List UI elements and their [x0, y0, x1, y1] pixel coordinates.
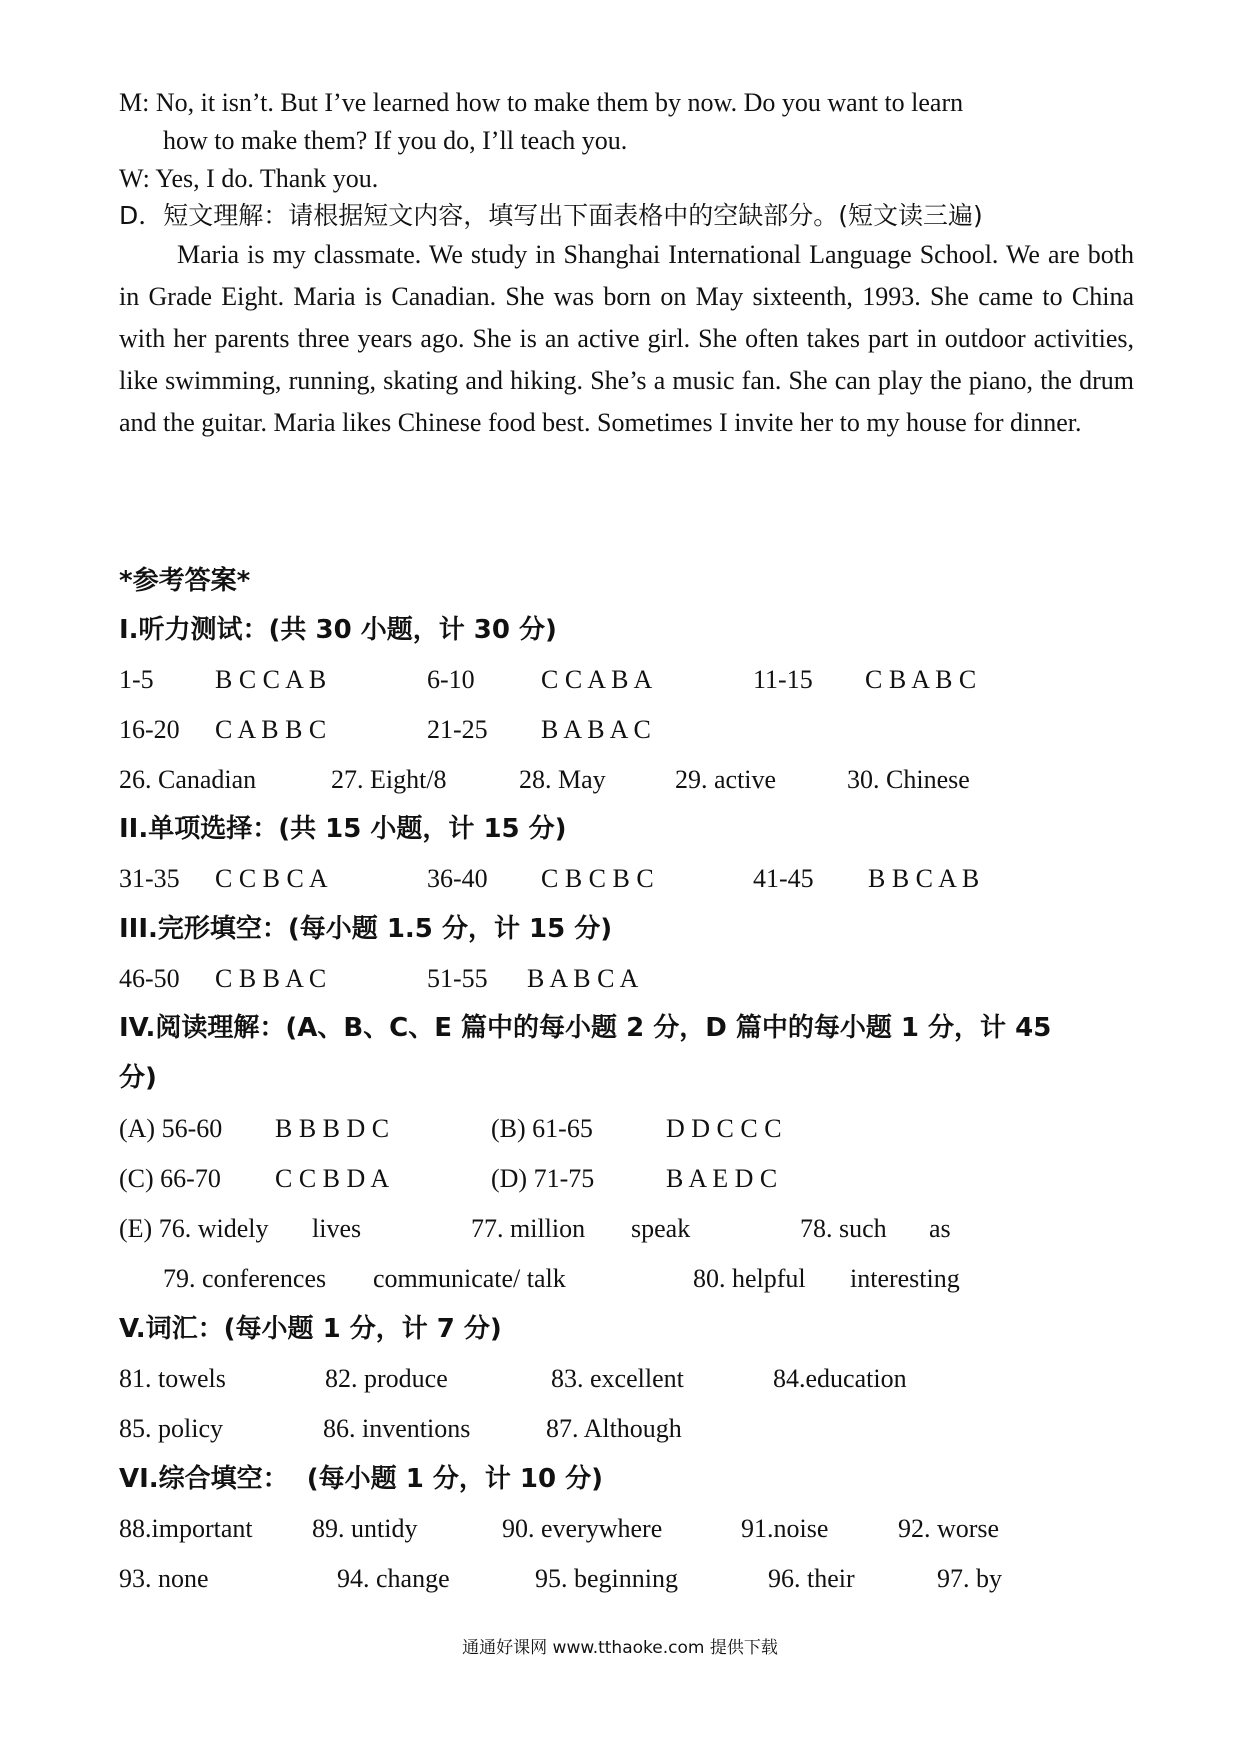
- dialogue-line-2: how to make them? If you do, I’ll teach you.: [163, 126, 628, 155]
- answer-range: 11-15: [753, 665, 813, 694]
- answer-item: 80. helpful: [693, 1264, 806, 1293]
- answer-row: [119, 866, 1129, 896]
- answer-letters: C B C B C: [541, 864, 654, 893]
- answer-item: 90. everywhere: [502, 1514, 663, 1543]
- passage-text: Maria is my classmate. We study in Shanghai International Language School. We are both in Grade Eight. Maria is Canadian. She was born on May sixteenth, 1993. She came to China with her parents three years ago. She is an active girl. She often takes part in outdoor activities, like swimming, running, skating and hiking. She’s a music fan. She can play the piano, the drum and the guitar. Maria likes Chinese food best. Sometimes I invite her to my house for dinner.: [119, 240, 1134, 437]
- answer-item: 94. change: [337, 1564, 450, 1593]
- answers-title: *参考答案*: [119, 566, 251, 596]
- section-1-title: I.听力测试：(共 30 小题，计 30 分): [119, 615, 557, 645]
- answer-row: [119, 1516, 1129, 1546]
- answer-range: (D) 71-75: [491, 1164, 595, 1193]
- answer-row: [119, 966, 1129, 996]
- answer-range: (B) 61-65: [491, 1114, 593, 1143]
- answer-letters: B B C A B: [868, 864, 980, 893]
- answer-item: 77. million: [471, 1214, 586, 1243]
- answer-letters: B A E D C: [666, 1164, 778, 1193]
- answer-range: (C) 66-70: [119, 1164, 221, 1193]
- dialogue-line-3: W: Yes, I do. Thank you.: [119, 164, 379, 193]
- section-4-title: IV.阅读理解：(A、B、C、E 篇中的每小题 2 分，D 篇中的每小题 1 分，计 45: [119, 1013, 1052, 1043]
- answer-row: [119, 1116, 1129, 1146]
- answer-row: [119, 667, 1129, 697]
- answer-item: (E) 76. widely: [119, 1214, 269, 1243]
- answer-item: 87. Although: [546, 1414, 682, 1443]
- answer-range: 41-45: [753, 864, 814, 893]
- answer-range: (A) 56-60: [119, 1114, 223, 1143]
- answer-item: 30. Chinese: [847, 765, 970, 794]
- answer-letters: B C C A B: [215, 665, 327, 694]
- answer-letters: C B A B C: [865, 665, 977, 694]
- answer-item: 85. policy: [119, 1414, 223, 1443]
- answer-letters: C C B D A: [275, 1164, 390, 1193]
- answer-item: 92. worse: [898, 1514, 1000, 1543]
- answer-range: 36-40: [427, 864, 488, 893]
- answer-item: 78. such: [800, 1214, 887, 1243]
- answer-item: 79. conferences: [163, 1264, 327, 1293]
- section-3-title: III.完形填空：(每小题 1.5 分，计 15 分): [119, 914, 613, 944]
- answer-row: [119, 1366, 1129, 1396]
- answer-item: 89. untidy: [312, 1514, 418, 1543]
- answer-item: 88.important: [119, 1514, 253, 1543]
- answer-item: 93. none: [119, 1564, 209, 1593]
- answer-item: 28. May: [519, 765, 606, 794]
- answer-item: 86. inventions: [323, 1414, 471, 1443]
- answer-item: interesting: [850, 1264, 960, 1293]
- answer-item: 91.noise: [741, 1514, 829, 1543]
- answer-item: 83. excellent: [551, 1364, 684, 1393]
- answer-item: 96. their: [768, 1564, 855, 1593]
- answer-row: [119, 717, 1129, 747]
- answer-range: 21-25: [427, 715, 488, 744]
- answer-item: 29. active: [675, 765, 777, 794]
- answer-item: as: [929, 1214, 951, 1243]
- answer-letters: C C B C A: [215, 864, 328, 893]
- answer-item: 95. beginning: [535, 1564, 678, 1593]
- answer-row: [119, 1566, 1129, 1596]
- section-5-title: V.词汇：(每小题 1 分，计 7 分): [119, 1314, 502, 1344]
- answer-item: 81. towels: [119, 1364, 226, 1393]
- answer-item: speak: [631, 1214, 691, 1243]
- answer-item: lives: [312, 1214, 362, 1243]
- answer-item: communicate/ talk: [373, 1264, 566, 1293]
- answer-letters: D D C C C: [666, 1114, 782, 1143]
- section-2-title: II.单项选择：(共 15 小题，计 15 分): [119, 814, 567, 844]
- answer-item: 82. produce: [325, 1364, 448, 1393]
- dialogue-line-1: M: No, it isn’t. But I’ve learned how to make them by now. Do you want to learn: [119, 88, 964, 117]
- answer-item: 26. Canadian: [119, 765, 257, 794]
- answer-range: 6-10: [427, 665, 475, 694]
- answer-letters: B B B D C: [275, 1114, 390, 1143]
- answer-letters: B A B C A: [527, 964, 639, 993]
- answer-row: [119, 1416, 1129, 1446]
- answer-range: 31-35: [119, 864, 180, 893]
- section-6-title: VI.综合填空： (每小题 1 分，计 10 分): [119, 1464, 604, 1494]
- answer-item: 97. by: [937, 1564, 1002, 1593]
- answer-row: [119, 767, 1129, 797]
- answer-letters: C C A B A: [541, 665, 653, 694]
- answer-range: 46-50: [119, 964, 180, 993]
- section-d-instruction: D．短文理解：请根据短文内容，填写出下面表格中的空缺部分。(短文读三遍): [119, 201, 983, 230]
- answer-range: 51-55: [427, 964, 488, 993]
- answer-row: [119, 1266, 1129, 1296]
- answer-letters: B A B A C: [541, 715, 651, 744]
- answer-row: [119, 1166, 1129, 1196]
- answer-row: [119, 1216, 1129, 1246]
- answer-letters: C B B A C: [215, 964, 327, 993]
- answer-range: 1-5: [119, 665, 154, 694]
- answer-item: 27. Eight/8: [331, 765, 447, 794]
- section-4-title-cont: 分): [119, 1063, 157, 1093]
- page-footer: 通通好课网 www.tthaoke.com 提供下载: [462, 1638, 778, 1658]
- answer-letters: C A B B C: [215, 715, 327, 744]
- answer-item: 84.education: [773, 1364, 907, 1393]
- answer-range: 16-20: [119, 715, 180, 744]
